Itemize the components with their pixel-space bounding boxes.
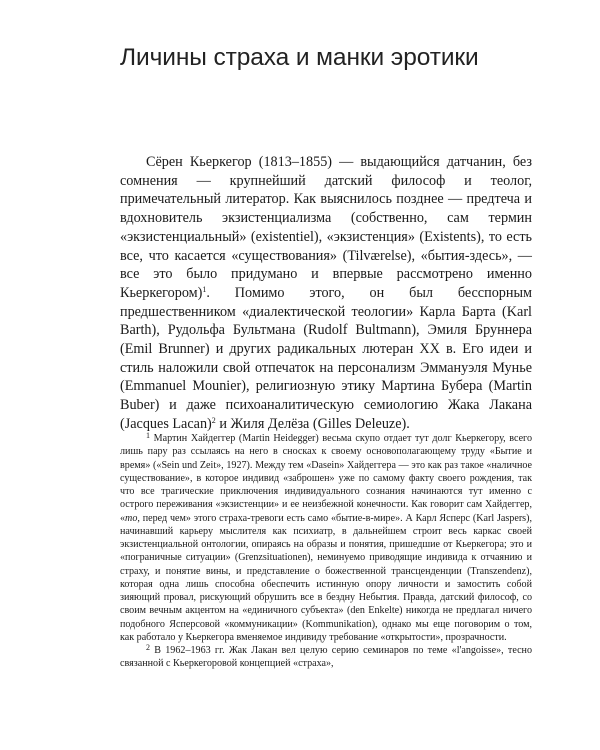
footnote-2-number: 2 — [146, 643, 150, 652]
main-paragraph — [120, 153, 532, 434]
footnote-ref-2[interactable]: 2 — [211, 415, 216, 425]
footnote-1-text-b: , перед чем» этого страха-тревоги есть само «бытие-в-мире». А Карл Ясперс (Karl Jaspers), начинавший карьеру мыслителя как психиатр, в дальнейшем строит весь каркас своей экзистенциальной онтологии, опираясь на образы и понятия, пришедшие от Кьеркегора; это и «пограничные ситуации» (Grenzsituationen), неминуемо приводящие индивида к отчаянию и страху, и понятие вины, и представление о божественной трансценденции (Transzendenz), которая одна лишь способна обеспечить истинную опору личности и замостить собой зияющий провал, рискующий обрушить все в бездну Небытия. Правда, датский философ, со своим вечным акцентом на «единичного субъекта» (den Enkelte) никогда не предлагал ничего подобного Ясперсовой «коммуникации» (Kommunikation), однако мы еще поговорим о том, как работало у Кьеркегора вменяемое индивиду требование «открытости», прозрачности. — [120, 512, 532, 643]
footnote-2 — [120, 644, 532, 671]
footnote-1-number: 1 — [146, 431, 150, 440]
paragraph-text-part-3: и Жиля Делёза (Gilles Deleuze). — [215, 415, 410, 432]
paragraph-text-part-2: . Помимо этого, он был бесспорным предшественником «диалектической теологии» Карла Барта (Karl Barth), Рудольфа Бультмана (Rudolf Bultmann), Эмиля Бруннера (Emil Brunner) и других радикальных лютеран XX в. Его идеи и стиль наложили свой отпечаток на персонализм Эммануэля Мунье (Emmanuel Mounier), религиозную этику Мартина Бубера (Martin Buber) и даже психоаналитическую семиологию Жака Лакана (Jacques Lacan) — [120, 284, 532, 432]
footnote-1 — [120, 432, 532, 644]
footnote-2-text: В 1962–1963 гг. Жак Лакан вел целую серию семинаров по теме «l'angoisse», тесно связанной с Кьеркегоровой концепцией «страха», — [120, 645, 532, 670]
paragraph-text-part-1: Сёрен Кьеркегор (1813–1855) — выдающийся датчанин, без сомнения — крупнейший датский философ и теолог, примечательный литератор. Как выяснилось позднее — предтеча и вдохновитель экзистенциализма (собственно, сам термин «экзистенциальный» (existentiel), «экзистенция» (Existents), то есть все, что касается «существования» (Tilværelse), «бытия-здесь», — все это было придумано и впервые рассмотрено именно Кьеркегором) — [120, 154, 532, 301]
footnote-ref-1[interactable]: 1 — [202, 284, 207, 294]
chapter-title: Личины страха и манки эротики — [120, 44, 479, 71]
footnotes-section — [120, 432, 532, 671]
footnote-1-emphasis: то — [125, 512, 138, 524]
footnote-1-text-a: Мартин Хайдеггер (Martin Heidegger) весьма скупо отдает тут долг Кьеркегору, всего лишь пару раз ссылаясь на него в сносках к своему основополагающему труду «Бытие и время» («Sein und Zeit», 1927). Между тем «Dasein» Хайдеггера — это как раз такое «наличное существование», в которое индивид «заброшен» уже по самому факту своего рождения, так что все трагические приключения индивидуального сознания начинаются тут именно с острого переживания «экзистенции» и ее неизбежной конечности. Как говорит сам Хайдеггер, « — [120, 433, 532, 524]
